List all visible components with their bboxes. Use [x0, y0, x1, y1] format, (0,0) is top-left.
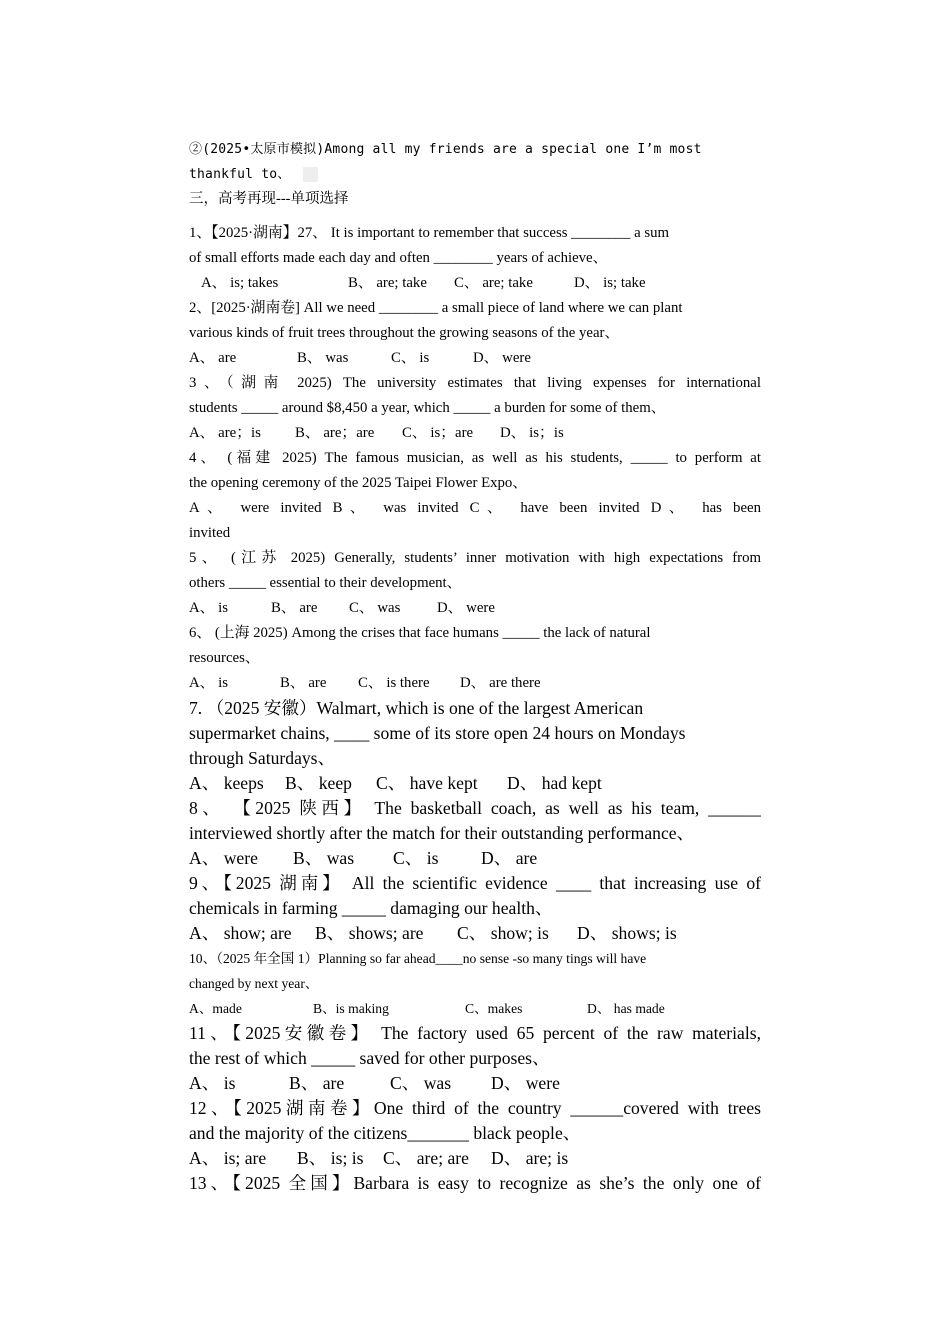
q8-option-a: A、 were [189, 848, 258, 868]
q7-option-c: C、 have kept [376, 773, 478, 793]
q5-option-d: D、 were [437, 600, 495, 616]
q6-line-2: resources、 [189, 650, 260, 666]
q4-line-1: 4、 (福建 2025) The famous musician, as well as his students, _____ to perform at [189, 450, 761, 466]
q11-option-b: B、 are [289, 1073, 345, 1093]
q10-line-1: 10、（2025 年全国 1）Planning so far ahead____no sense -so many tings will have [189, 951, 647, 966]
q10-line-2: changed by next year、 [189, 976, 319, 991]
q9-option-d: D、 shows; is [577, 923, 677, 943]
q8-option-c: C、 is [393, 848, 439, 868]
q11-options [189, 1071, 761, 1096]
q7-option-b: B、 keep [285, 773, 352, 793]
q10-option-b: B、is making [313, 1001, 389, 1016]
q5-option-a: A、 is [189, 600, 229, 616]
q11-option-c: C、 was [390, 1073, 452, 1093]
q6-option-b: B、 are [280, 675, 327, 691]
q2-line-1: 2、[2025·湖南卷] All we need ________ a small piece of land where we can plant [189, 300, 683, 316]
blank-square [303, 167, 318, 182]
q6-option-a: A、 is [189, 675, 229, 691]
q11-option-d: D、 were [491, 1073, 560, 1093]
q9-option-c: C、 show; is [457, 923, 549, 943]
q9-option-a: A、 show; are [189, 923, 292, 943]
section-title: 三，高考再现---单项选择 [189, 191, 349, 207]
q9-line-1: 9、【2025 湖南】 All the scientific evidence ____ that increasing use of [189, 873, 761, 893]
q10-option-c: C、makes [465, 1001, 523, 1016]
q4-line-4: invited [189, 525, 231, 541]
q5-line-2: others _____ essential to their development、 [189, 575, 462, 591]
q9-line-2: chemicals in farming _____ damaging our health、 [189, 898, 553, 918]
q5-option-b: B、 are [271, 600, 318, 616]
q10-option-d: D、 has made [587, 1001, 665, 1016]
q1-line-1: 1、【2025·湖南】27、 It is important to remember that success ________ a sum [189, 225, 670, 241]
q1-option-d: D、 is; take [574, 275, 646, 291]
q2-options [189, 346, 761, 371]
q1-options [189, 271, 761, 296]
q6-line-1: 6、 (上海 2025) Among the crises that face humans _____ the lack of natural [189, 625, 651, 641]
q3-options [189, 421, 761, 446]
q7-options [189, 771, 761, 796]
q12-option-c: C、 are; are [383, 1148, 469, 1168]
q12-options [189, 1146, 761, 1171]
q8-line-2: interviewed shortly after the match for their outstanding performance、 [189, 823, 695, 843]
q1-option-b: B、 are; take [348, 275, 427, 291]
q6-option-c: C、 is there [358, 675, 430, 691]
q10-options [189, 996, 761, 1021]
q12-option-b: B、 is; is [297, 1148, 364, 1168]
q10-option-a: A、made [189, 1001, 242, 1016]
q9-option-b: B、 shows; are [315, 923, 424, 943]
q7-line-3: through Saturdays、 [189, 748, 336, 768]
q8-option-d: D、 are [481, 848, 538, 868]
q2-option-d: D、 were [473, 350, 531, 366]
q1-line-2: of small efforts made each day and often ________ years of achieve、 [189, 250, 608, 266]
q3-line-1: 3、（湖南 2025) The university estimates that living expenses for international [189, 375, 761, 391]
q7-option-d: D、 had kept [507, 773, 602, 793]
q13-line-1: 13、【2025 全国】Barbara is easy to recognize as she’s the only one of [189, 1173, 761, 1193]
q7-option-a: A、 keeps [189, 773, 264, 793]
q2-option-c: C、 is [391, 350, 430, 366]
q11-option-a: A、 is [189, 1073, 236, 1093]
q8-option-b: B、 was [293, 848, 355, 868]
q7-line-2: supermarket chains, ____ some of its store open 24 hours on Mondays [189, 723, 686, 743]
q12-line-2: and the majority of the citizens_______ black people、 [189, 1123, 581, 1143]
q3-option-d: D、 is；is [500, 425, 564, 441]
q12-line-1: 12、【2025湖南卷】One third of the country ______covered with trees [189, 1098, 761, 1118]
q2-option-a: A、 are [189, 350, 237, 366]
q8-options [189, 846, 761, 871]
q3-option-c: C、 is；are [402, 425, 474, 441]
q9-options [189, 921, 761, 946]
header-line-2 [189, 162, 761, 187]
header-line-2-text: thankful to、 [189, 167, 291, 182]
q8-line-1: 8、 【2025 陕西】 The basketball coach, as well as his team, ______ [189, 798, 761, 818]
q3-line-2: students _____ around $8,450 a year, which _____ a burden for some of them、 [189, 400, 666, 416]
q11-line-2: the rest of which _____ saved for other purposes、 [189, 1048, 550, 1068]
q3-option-b: B、 are；are [295, 425, 375, 441]
q6-options [189, 671, 761, 696]
q1-option-a: A、 is; takes [201, 275, 279, 291]
q5-options [189, 596, 761, 621]
q5-option-c: C、 was [349, 600, 401, 616]
q5-line-1: 5、 (江苏 2025) Generally, students’ inner motivation with high expectations from [189, 550, 761, 566]
q1-option-c: C、 are; take [454, 275, 533, 291]
header-line-1: ②(2025•太原市模拟)Among all my friends are a special one I’m most [189, 142, 702, 157]
q3-option-a: A、 are；is [189, 425, 261, 441]
q12-option-d: D、 are; is [491, 1148, 569, 1168]
q2-option-b: B、 was [297, 350, 349, 366]
document-page [189, 137, 761, 1196]
q4-options-line: A、 were invited B、 was invited C、 have been invited D、 has been [189, 500, 761, 516]
q6-option-d: D、 are there [460, 675, 541, 691]
q4-line-2: the opening ceremony of the 2025 Taipei Flower Expo、 [189, 475, 528, 491]
q11-line-1: 11、【2025安徽卷】 The factory used 65 percent of the raw materials, [189, 1023, 761, 1043]
q12-option-a: A、 is; are [189, 1148, 267, 1168]
q2-line-2: various kinds of fruit trees throughout the growing seasons of the year、 [189, 325, 620, 341]
q7-line-1: 7. （2025 安徽）Walmart, which is one of the largest American [189, 698, 644, 718]
